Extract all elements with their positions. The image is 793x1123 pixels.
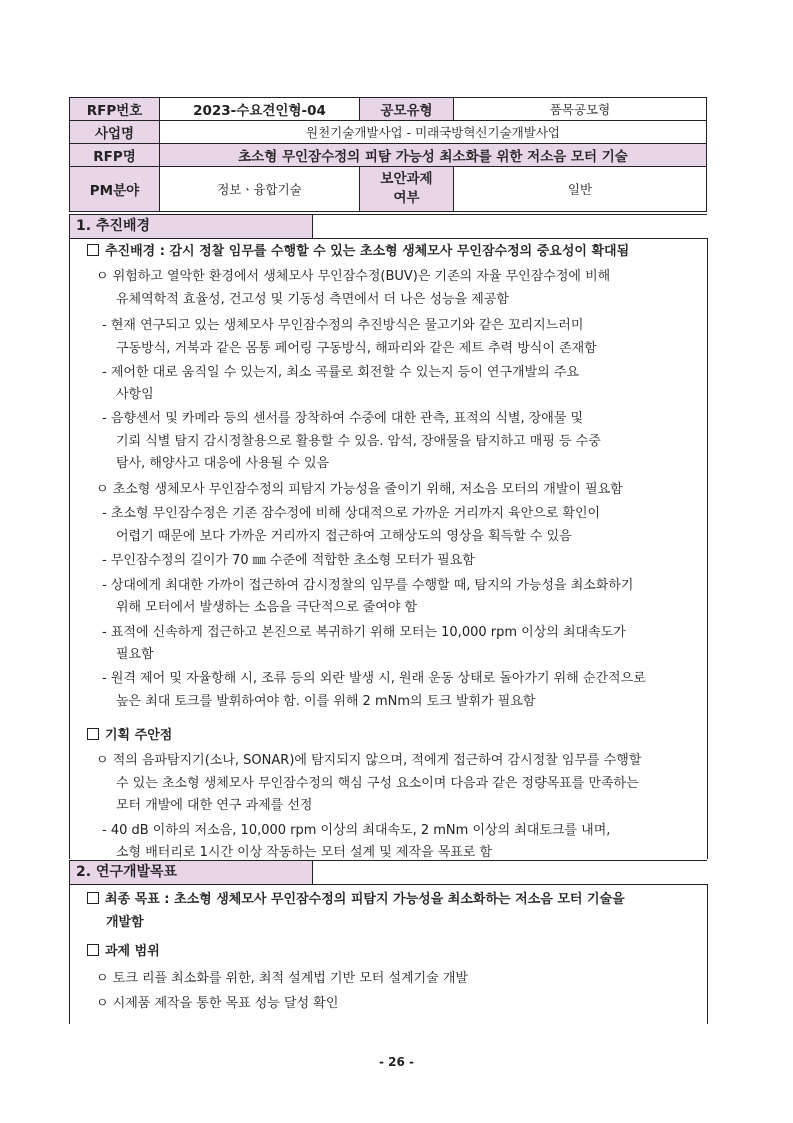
heading-planning: [87, 727, 172, 745]
text-line: 어렵기 때문에 보다 가까운 거리까지 접근하여 고해상도의 영상을 획득할 수 있음: [116, 529, 572, 544]
pm-value: 정보ㆍ융합기술: [160, 167, 360, 212]
type-label: 공모유형: [360, 98, 454, 121]
rfp-no-value: 2023-수요견인형-04: [160, 98, 360, 121]
dash-line: - 표적에 신속하게 접근하고 본진으로 복귀하기 위해 모터는 10,000 rpm 이상의 최대속도가: [102, 625, 626, 640]
text-line: 개발함: [106, 915, 144, 930]
pm-label: PM분야: [70, 167, 160, 212]
rfp-no-label: RFP번호: [70, 98, 160, 121]
checkbox-icon: [87, 244, 99, 256]
checkbox-icon: [87, 728, 99, 740]
project-value: 원천기술개발사업 - 미래국방혁신기술개발사업: [160, 121, 707, 144]
text-line: 기뢰 식별 탐지 감시정찰용으로 활용할 수 있음. 암석, 장애물을 탐지하고 매핑 등 수중: [116, 434, 601, 449]
bullet-line: ㅇ 적의 음파탐지기(소나, SONAR)에 탐지되지 않으며, 적에게 접근하여 감시정찰 임무를 수행할: [96, 753, 642, 768]
text-line: 필요함: [116, 647, 154, 662]
dash-line: - 원격 제어 및 자율항해 시, 조류 등의 외란 발생 시, 원래 운동 상태로 돌아가기 위해 순간적으로: [102, 671, 646, 686]
security-value: 일반: [454, 167, 707, 212]
checkbox-icon: [87, 892, 99, 904]
heading-text: 과제 범위: [105, 944, 160, 959]
heading-text: 추진배경 : 감시 정찰 임무를 수행할 수 있는 초소형 생체모사 무인잠수정의 중요성이 확대됨: [105, 244, 630, 259]
text-line: 위해 모터에서 발생하는 소음을 극단적으로 줄여야 함: [116, 600, 418, 615]
project-label: 사업명: [70, 121, 160, 144]
section-2-title: 2. 연구개발목표: [70, 861, 313, 884]
security-label: [360, 167, 454, 212]
bullet-line: ㅇ 시제품 제작을 통한 목표 성능 달성 확인: [96, 996, 339, 1011]
rfp-name-value: 초소형 무인잠수정의 피탐 가능성 최소화를 위한 저소음 모터 기술: [160, 144, 707, 167]
text-line: 사항임: [116, 387, 154, 402]
section-2-header: [69, 860, 707, 885]
dash-line: - 초소형 무인잠수정은 기존 잠수정에 비해 상대적으로 가까운 거리까지 육안으로 확인이: [102, 506, 601, 521]
rfp-name-label: RFP명: [70, 144, 160, 167]
checkbox-icon: [87, 944, 99, 956]
text-line: 모터 개발에 대한 연구 과제를 선정: [116, 798, 313, 813]
section-1-title: 1. 추진배경: [70, 215, 313, 238]
text-line: 높은 최대 토크를 발휘하여야 함. 이를 위해 2 mNm의 토크 발휘가 필요함: [116, 694, 536, 709]
dash-line: - 음향센서 및 카메라 등의 센서를 장착하여 수중에 대한 관측, 표적의 식별, 장애물 및: [102, 411, 584, 426]
text-line: 구동방식, 거북과 같은 몸통 페어링 구동방식, 해파리와 같은 제트 추력 방식이 존재함: [116, 341, 597, 356]
text-line: 소형 배터리로 1시간 이상 작동하는 모터 설계 및 제작을 목표로 함: [116, 845, 493, 860]
dash-line: - 상대에게 최대한 가까이 접근하여 감시정찰의 임무를 수행할 때, 탐지의 가능성을 최소화하기: [102, 578, 634, 593]
text-line: 수 있는 초소형 생체모사 무인잠수정의 핵심 구성 요소이며 다음과 같은 정량목표를 만족하는: [116, 776, 639, 791]
section-1-header: [69, 214, 707, 239]
dash-line: - 무인잠수정의 길이가 70 ㎜ 수준에 적합한 초소형 모터가 필요함: [102, 553, 475, 568]
page-number: - 26 -: [378, 1055, 414, 1069]
heading-final-goal: [87, 891, 625, 909]
heading-scope: [87, 943, 160, 961]
rfp-header-table: [69, 97, 707, 212]
heading-text: 최종 목표 : 초소형 생체모사 무인잠수정의 피탐지 가능성을 최소화하는 저소음 모터 기술을: [105, 892, 625, 907]
text-line: 유체역학적 효율성, 건고성 및 기동성 측면에서 더 나은 성능을 제공함: [116, 292, 509, 307]
security-label-text: 보안과제 여부: [380, 171, 433, 206]
bullet-line: ㅇ 토크 리플 최소화를 위한, 최적 설계법 기반 모터 설계기술 개발: [96, 971, 468, 986]
heading-text: 기획 주안점: [105, 728, 173, 743]
dash-line: - 현재 연구되고 있는 생체모사 무인잠수정의 추진방식은 물고기와 같은 꼬리지느러미: [102, 318, 584, 333]
type-value: 품목공모형: [454, 98, 707, 121]
bullet-line: ㅇ 위험하고 열악한 환경에서 생체모사 무인잠수정(BUV)은 기존의 자율 무인잠수정에 비해: [96, 269, 611, 284]
text-line: 탐사, 해양사고 대응에 사용될 수 있음: [116, 456, 330, 471]
dash-line: - 제어한 대로 움직일 수 있는지, 최소 곡률로 회전할 수 있는지 등이 연구개발의 주요: [102, 365, 579, 380]
bullet-line: ㅇ 초소형 생체모사 무인잠수정의 피탐지 가능성을 줄이기 위해, 저소음 모터의 개발이 필요함: [96, 482, 623, 497]
heading-background: [87, 243, 629, 261]
dash-line: - 40 dB 이하의 저소음, 10,000 rpm 이상의 최대속도, 2 mNm 이상의 최대토크를 내며,: [102, 823, 611, 838]
